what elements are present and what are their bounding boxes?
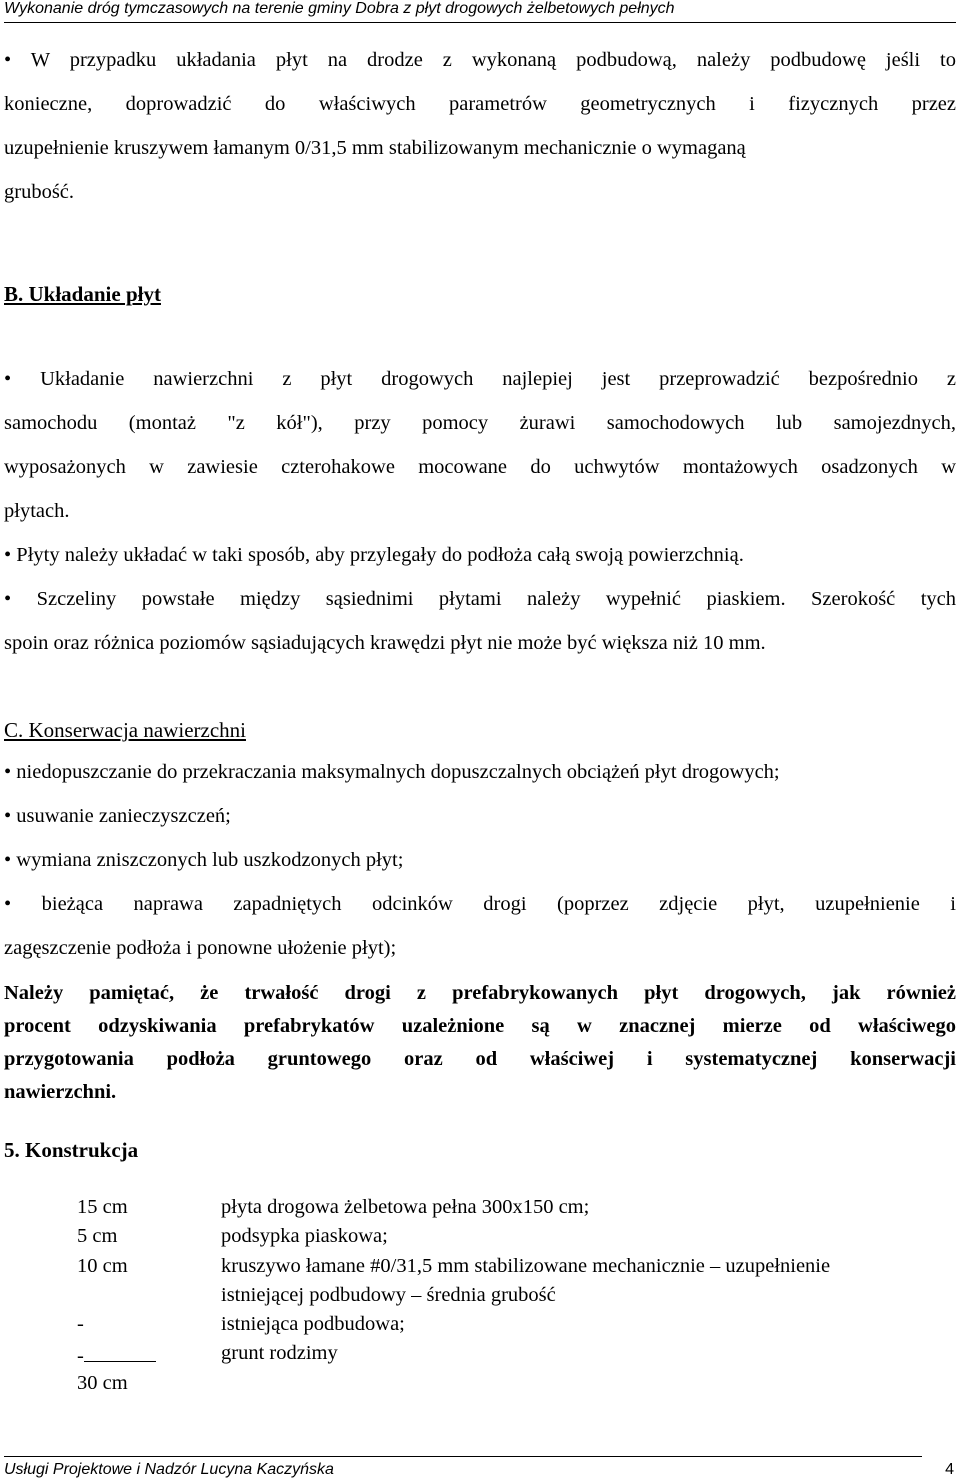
total-thickness-cell: 30 cm — [77, 1371, 128, 1394]
sum-underline — [84, 1339, 156, 1362]
description-cell: kruszywo łamane #0/31,5 mm stabilizowane mechanicznie – uzupełnienie — [221, 1254, 831, 1277]
list-item: • niedopuszczanie do przekraczania maksymalnych dopuszczalnych obciążeń płyt drogowych; — [4, 761, 780, 783]
description-cell: grunt rodzimy — [221, 1342, 338, 1365]
section-b-list — [4, 357, 956, 665]
list-item: • Płyty należy układać w taki sposób, aby przylegały do podłoża całą swoją powierzchnią. — [4, 544, 744, 566]
paragraph-existing-base — [4, 38, 956, 214]
text-line: zagęszczenie podłoża i ponowne ułożenie płyt); — [4, 937, 397, 959]
section-b-heading: B. Układanie płyt — [4, 282, 161, 306]
text-line: samochodu (montaż "z kół"), przy pomocy żurawi samochodowych lub samojezdnych, — [4, 412, 956, 434]
page-number: 4 — [945, 1461, 954, 1478]
text-line: przygotowania podłoża gruntowego oraz od właściwej i systematycznej konserwacji — [4, 1048, 956, 1070]
thickness-cell — [77, 1339, 156, 1371]
section-5-heading: 5. Konstrukcja — [4, 1138, 139, 1162]
text-line: • W przypadku układania płyt na drodze z wykonaną podbudową, należy podbudowę jeśli to — [4, 49, 956, 71]
description-cell: istniejąca podbudowa; — [221, 1313, 405, 1336]
list-item: • Szczeliny powstałe między sąsiednimi płytami należy wypełnić piaskiem. Szerokość tych — [4, 588, 956, 610]
list-item: • bieżąca naprawa zapadniętych odcinków drogi (poprzez zdjęcie płyt, uzupełnienie i — [4, 893, 956, 915]
thickness-cell: 10 cm — [77, 1254, 128, 1277]
text-line: wyposażonych w zawiesie czterohakowe mocowane do uchwytów montażowych osadzonych w — [4, 456, 956, 478]
list-item: • wymiana zniszczonych lub uszkodzonych płyt; — [4, 849, 404, 871]
description-cell: istniejącej podbudowy – średnia grubość — [221, 1283, 556, 1306]
description-cell: płyta drogowa żelbetowa pełna 300x150 cm; — [221, 1196, 590, 1218]
section-c-list — [4, 750, 956, 970]
list-item: • Układanie nawierzchni z płyt drogowych najlepiej jest przeprowadzić bezpośrednio z — [4, 368, 956, 390]
text-line: płytach. — [4, 500, 70, 522]
text-line: nawierzchni. — [4, 1081, 117, 1103]
page-header: Wykonanie dróg tymczasowych na terenie gminy Dobra z płyt drogowych żelbetowych pełnych — [4, 0, 956, 23]
text-line: grubość. — [4, 181, 75, 203]
thickness-cell: 15 cm — [77, 1196, 128, 1218]
text-line: spoin oraz różnica poziomów sąsiadujących krawędzi płyt nie może być większa niż 10 mm. — [4, 632, 766, 654]
footer-divider — [4, 1456, 922, 1457]
text-line: konieczne, doprowadzić do właściwych parametrów geometrycznych i fizycznych przez — [4, 93, 956, 115]
list-item: • usuwanie zanieczyszczeń; — [4, 805, 231, 827]
dash-text: - — [77, 1345, 84, 1368]
footer-author: Usługi Projektowe i Nadzór Lucyna Kaczyńska — [4, 1461, 334, 1478]
text-line: Należy pamiętać, że trwałość drogi z prefabrykowanych płyt drogowych, jak również — [4, 982, 956, 1004]
text-line: uzupełnienie kruszywem łamanym 0/31,5 mm stabilizowanym mechanicznie o wymaganą — [4, 137, 746, 159]
note-paragraph — [4, 977, 956, 1109]
thickness-cell: 5 cm — [77, 1225, 118, 1248]
text-line: procent odzyskiwania prefabrykatów uzależnione są w znacznej mierze od właściwego — [4, 1015, 956, 1037]
description-cell: podsypka piaskowa; — [221, 1225, 388, 1248]
thickness-cell: - — [77, 1313, 84, 1336]
section-c-heading: C. Konserwacja nawierzchni — [4, 718, 246, 742]
